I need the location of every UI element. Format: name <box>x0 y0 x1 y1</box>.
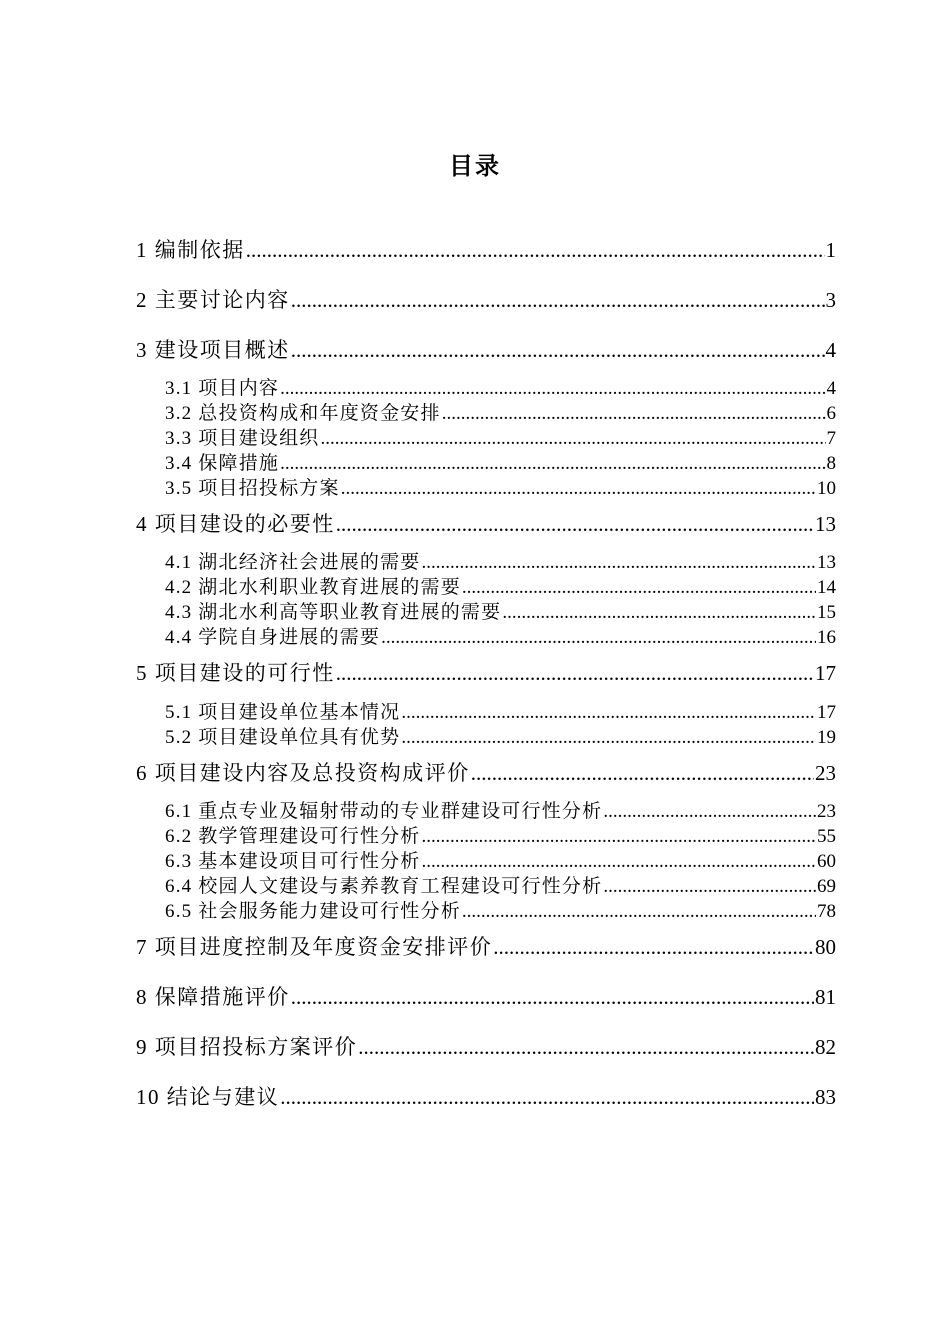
toc-entry-label: 8 保障措施评价 <box>136 985 290 1009</box>
toc-page-number: 55 <box>817 826 836 847</box>
toc-entry-6-1[interactable] <box>165 796 836 823</box>
toc-leader-dots <box>280 378 825 400</box>
toc-entry-10[interactable] <box>136 1081 836 1111</box>
toc-page-number: 69 <box>817 876 836 897</box>
toc-entry-3-4[interactable] <box>165 448 836 475</box>
toc-page-number: 15 <box>817 602 836 623</box>
toc-entry-2[interactable] <box>136 284 836 314</box>
toc-entry-label: 7 项目进度控制及年度资金安排评价 <box>136 935 493 959</box>
toc-entry-label: 9 项目招投标方案评价 <box>136 1035 358 1059</box>
toc-leader-dots <box>358 1035 814 1060</box>
toc-leader-dots <box>336 512 814 537</box>
toc-leader-dots <box>471 761 814 786</box>
toc-page-number: 60 <box>817 851 836 872</box>
toc-entry-5-2[interactable] <box>165 722 836 749</box>
toc-entry-label: 4.2 湖北水利职业教育进展的需要 <box>165 577 461 598</box>
toc-entry-label: 3.2 总投资构成和年度资金安排 <box>165 403 441 424</box>
toc-leader-dots <box>246 238 825 263</box>
toc-leader-dots <box>422 826 816 848</box>
toc-page-number: 1 <box>825 238 836 262</box>
toc-leader-dots <box>493 935 814 960</box>
toc-entry-label: 6 项目建设内容及总投资构成评价 <box>136 761 470 785</box>
toc-page-number: 23 <box>817 801 836 822</box>
toc-entry-label: 3.3 项目建设组织 <box>165 428 320 449</box>
toc-leader-dots <box>401 727 816 749</box>
toc-entry-8[interactable] <box>136 981 836 1011</box>
toc-leader-dots <box>462 577 816 599</box>
toc-page-number: 4 <box>825 338 836 362</box>
toc-entry-3-3[interactable] <box>165 423 836 450</box>
toc-leader-dots <box>321 428 826 450</box>
toc-entry-7[interactable] <box>136 931 836 961</box>
toc-entry-label: 5.2 项目建设单位具有优势 <box>165 727 401 748</box>
toc-entry-3[interactable] <box>136 334 836 364</box>
toc-entry-label: 5.1 项目建设单位基本情况 <box>165 702 401 723</box>
toc-entry-6-2[interactable] <box>165 821 836 848</box>
toc-entry-1[interactable] <box>136 234 836 264</box>
toc-entry-6-4[interactable] <box>165 871 836 898</box>
toc-entry-label: 3.4 保障措施 <box>165 453 280 474</box>
toc-page-number: 23 <box>815 761 836 785</box>
toc-entry-label: 3.5 项目招投标方案 <box>165 478 340 499</box>
toc-entry-label: 2 主要讨论内容 <box>136 288 290 312</box>
toc-page-number: 80 <box>815 935 836 959</box>
toc-leader-dots <box>401 702 816 724</box>
toc-page-number: 8 <box>826 453 836 474</box>
toc-entry-label: 3 建设项目概述 <box>136 338 290 362</box>
toc-entry-label: 6.2 教学管理建设可行性分析 <box>165 826 421 847</box>
toc-entry-4-3[interactable] <box>165 597 836 624</box>
toc-entry-4-4[interactable] <box>165 622 836 649</box>
toc-leader-dots <box>422 851 816 873</box>
toc-leader-dots <box>502 602 816 624</box>
toc-entry-3-5[interactable] <box>165 473 836 500</box>
toc-entry-6-5[interactable] <box>165 896 836 923</box>
toc-leader-dots <box>442 403 826 425</box>
toc-entry-3-1[interactable] <box>165 373 836 400</box>
toc-page-number: 10 <box>817 478 836 499</box>
toc-leader-dots <box>603 801 816 823</box>
toc-entry-6-3[interactable] <box>165 846 836 873</box>
toc-page-number: 81 <box>815 985 836 1009</box>
toc-entry-4-2[interactable] <box>165 572 836 599</box>
toc-page-number: 83 <box>815 1085 836 1109</box>
toc-entry-label: 1 编制依据 <box>136 238 245 262</box>
toc-entry-4[interactable] <box>136 508 836 538</box>
toc-entry-label: 3.1 项目内容 <box>165 378 280 399</box>
toc-entry-label: 6.1 重点专业及辐射带动的专业群建设可行性分析 <box>165 801 603 822</box>
toc-leader-dots <box>422 552 816 574</box>
toc-page-number: 3 <box>825 288 836 312</box>
toc-entry-label: 10 结论与建议 <box>136 1085 280 1109</box>
toc-leader-dots <box>462 901 816 923</box>
toc-page-number: 13 <box>815 512 836 536</box>
toc-leader-dots <box>280 1085 814 1110</box>
toc-page-number: 7 <box>826 428 836 449</box>
toc-leader-dots <box>291 338 825 363</box>
toc-entry-label: 4.1 湖北经济社会进展的需要 <box>165 552 421 573</box>
toc-leader-dots <box>336 661 814 686</box>
toc-entry-3-2[interactable] <box>165 398 836 425</box>
toc-leader-dots <box>291 288 825 313</box>
toc-leader-dots <box>603 876 816 898</box>
toc-page-number: 17 <box>817 702 836 723</box>
toc-page-number: 14 <box>817 577 836 598</box>
toc-page-number: 82 <box>815 1035 836 1059</box>
toc-entry-label: 6.4 校园人文建设与素养教育工程建设可行性分析 <box>165 876 603 897</box>
toc-entry-4-1[interactable] <box>165 547 836 574</box>
toc-page-number: 78 <box>817 901 836 922</box>
toc-entry-label: 4.3 湖北水利高等职业教育进展的需要 <box>165 602 502 623</box>
toc-entry-label: 6.5 社会服务能力建设可行性分析 <box>165 901 461 922</box>
toc-page-number: 6 <box>826 403 836 424</box>
toc-leader-dots <box>381 627 816 649</box>
toc-page-number: 13 <box>817 552 836 573</box>
toc-entry-9[interactable] <box>136 1031 836 1061</box>
toc-page-number: 17 <box>815 661 836 685</box>
toc-page-number: 16 <box>817 627 836 648</box>
toc-leader-dots <box>341 478 816 500</box>
toc-page-number: 19 <box>817 727 836 748</box>
toc-entry-label: 6.3 基本建设项目可行性分析 <box>165 851 421 872</box>
toc-entry-5[interactable] <box>136 657 836 687</box>
toc-entry-label: 4 项目建设的必要性 <box>136 512 335 536</box>
toc-entry-label: 5 项目建设的可行性 <box>136 661 335 685</box>
toc-leader-dots <box>291 985 814 1010</box>
toc-leader-dots <box>280 453 825 475</box>
toc-page-number: 4 <box>826 378 836 399</box>
toc-entry-6[interactable] <box>136 757 836 787</box>
page-title: 目录 <box>449 154 501 180</box>
toc-entry-5-1[interactable] <box>165 697 836 724</box>
toc-entry-label: 4.4 学院自身进展的需要 <box>165 627 381 648</box>
